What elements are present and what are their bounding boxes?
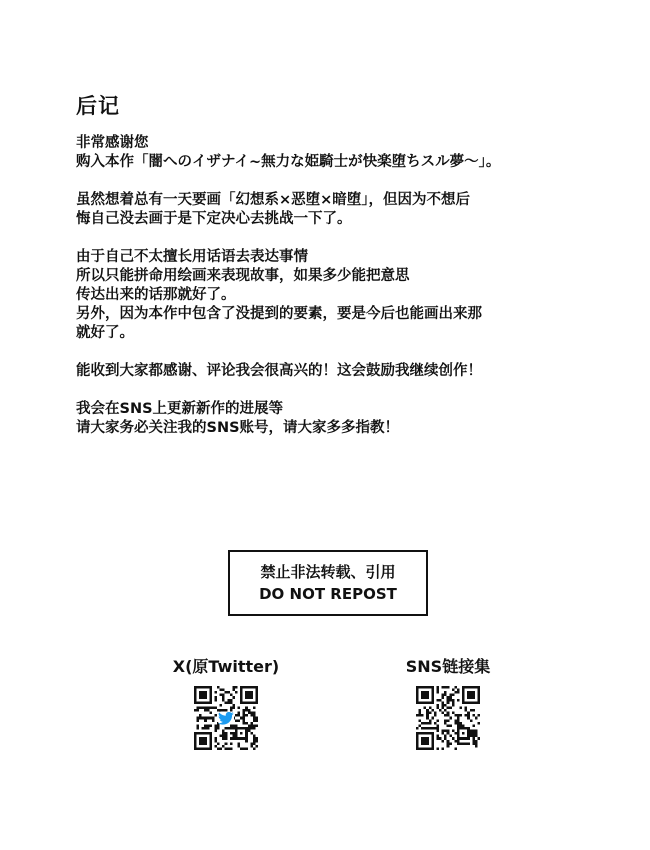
bird-icon	[218, 712, 234, 725]
qr-block-sns	[368, 656, 528, 754]
qr-block-x	[146, 656, 306, 754]
text-line: 悔自己没去画于是下定决心去挑战一下了。	[76, 211, 352, 227]
paragraph-sns	[76, 400, 596, 438]
paragraph-thanks	[76, 134, 596, 172]
text-line: 传达出来的话那就好了。	[76, 287, 236, 303]
qr-code-icon	[416, 686, 480, 750]
text-line: 所以只能拼命用绘画来表现故事，如果多少能把意思	[76, 268, 410, 284]
text-line: 由于自己不太擅长用话语去表达事情	[76, 249, 308, 265]
page-title: 后记	[76, 94, 120, 118]
text-line: 就好了。	[76, 325, 134, 341]
text-line: 非常感谢您	[76, 135, 149, 151]
paragraph-feedback	[76, 362, 596, 381]
paragraph-expression	[76, 248, 596, 343]
text-line: 虽然想着总有一天要画「幻想系×恶堕×暗堕」，但因为不想后	[76, 192, 471, 208]
paragraph-motivation	[76, 191, 596, 229]
text-line: 我会在SNS上更新新作的进展等	[76, 401, 284, 417]
text-line: 另外，因为本作中包含了没提到的要素，要是今后也能画出来那	[76, 306, 482, 322]
no-repost-notice	[228, 550, 428, 616]
text-line: 购入本作「闇へのイザナイ~無力な姫騎士が快楽堕ちスル夢〜」。	[76, 154, 501, 170]
qr-code-sns[interactable]	[416, 686, 480, 750]
qr-code-x[interactable]	[194, 686, 258, 750]
notice-english: DO NOT REPOST	[259, 585, 397, 603]
qr-label-sns: SNS链接集	[405, 657, 491, 676]
text-line: 请大家务必关注我的SNS账号，请大家多多指教！	[76, 420, 400, 436]
afterword-body	[76, 134, 596, 457]
notice-chinese: 禁止非法转载、引用	[260, 563, 396, 581]
qr-label-x: X(原Twitter)	[172, 657, 280, 676]
text-line: 能收到大家都感谢、评论我会很高兴的！这会鼓励我继续创作！	[76, 363, 482, 379]
